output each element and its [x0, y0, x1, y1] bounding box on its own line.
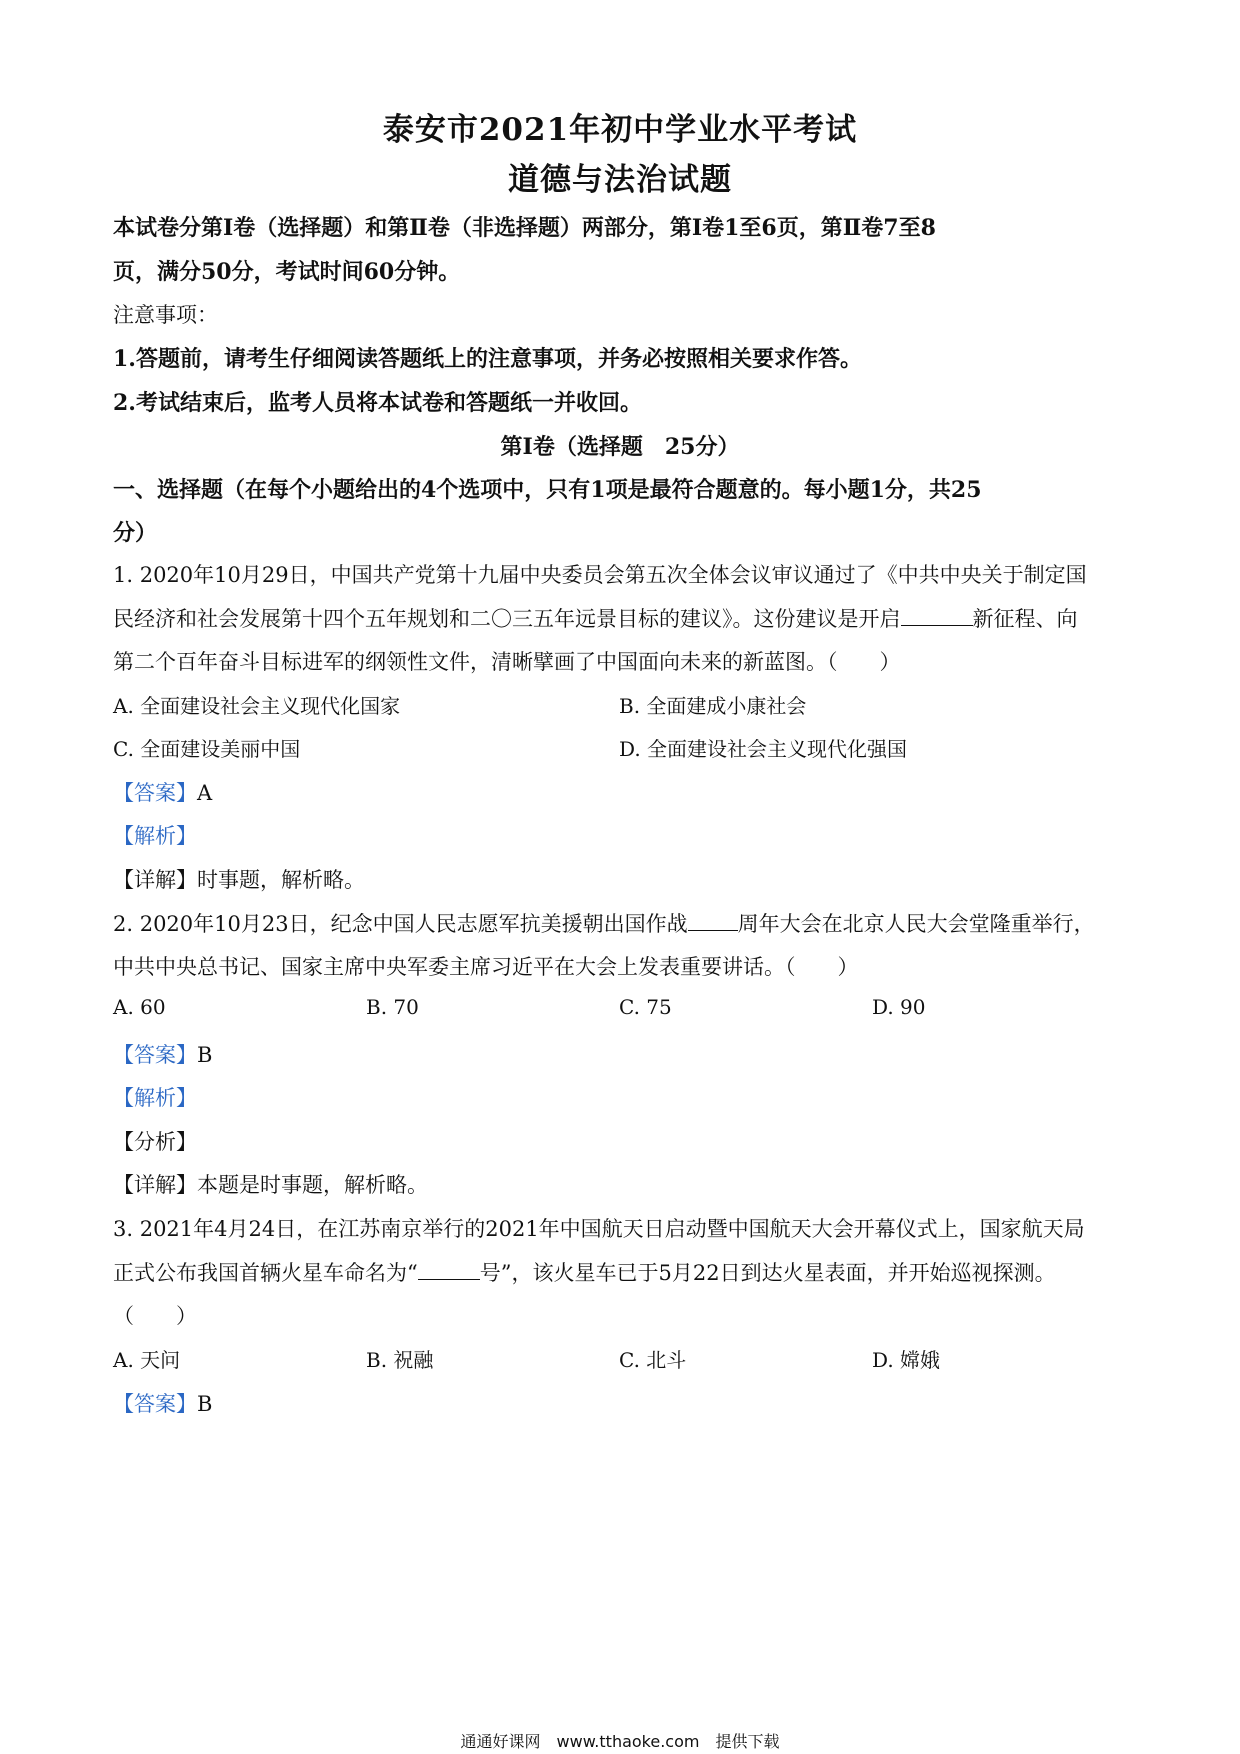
- question-2-line-2: 中共中央总书记、国家主席中央军委主席习近平在大会上发表重要讲话。（ ）: [113, 955, 859, 979]
- section-heading-2: 分）: [113, 520, 158, 546]
- question-3-line-2: [113, 1257, 1056, 1287]
- question-1-option-b: B. 全面建成小康社会: [619, 694, 807, 718]
- question-1-text-after-blank: 新征程、向: [972, 607, 1078, 631]
- question-2-option-a: A. 60: [113, 995, 166, 1019]
- question-1-line-2: [113, 603, 1078, 633]
- question-2-option-b: B. 70: [366, 995, 419, 1019]
- fenxi-label: 【分析】: [113, 1130, 197, 1154]
- answer-value: B: [197, 1392, 213, 1416]
- detail-label: 【详解】: [113, 868, 197, 892]
- answer-value: B: [197, 1043, 213, 1067]
- analysis-label: 【解析】: [113, 824, 197, 848]
- question-3-option-c: C. 北斗: [619, 1348, 687, 1372]
- question-2-line-1: [113, 908, 1095, 938]
- intro-line-1: 本试卷分第Ⅰ卷（选择题）和第Ⅱ卷（非选择题）两部分，第Ⅰ卷1至6页，第Ⅱ卷7至8: [113, 215, 936, 241]
- detail-label: 【详解】: [113, 1173, 197, 1197]
- intro-line-2: 页，满分50分，考试时间60分钟。: [113, 259, 461, 285]
- answer-label: 【答案】: [113, 1392, 197, 1416]
- section-heading-1: 一、选择题（在每个小题给出的4个选项中，只有1项是最符合题意的。每小题1分，共25: [113, 477, 982, 503]
- notice-item-1: 1.答题前，请考生仔细阅读答题纸上的注意事项，并务必按照相关要求作答。: [113, 346, 862, 372]
- question-1-option-c: C. 全面建设美丽中国: [113, 737, 301, 761]
- notice-item-2: 2.考试结束后，监考人员将本试卷和答题纸一并收回。: [113, 390, 642, 416]
- question-1-blank: [901, 607, 973, 626]
- question-2-option-c: C. 75: [619, 995, 672, 1019]
- question-1-detail: [113, 864, 365, 894]
- notice-label: 注意事项：: [113, 303, 218, 327]
- question-2-text-after-blank: 周年大会在北京人民大会堂隆重举行，: [737, 912, 1095, 936]
- question-3-line-1: 3. 2021年4月24日，在江苏南京举行的2021年中国航天日启动暨中国航天大会开幕仪式上，国家航天局: [113, 1217, 1085, 1241]
- question-3-option-b: B. 祝融: [366, 1348, 434, 1372]
- question-1-analysis: [113, 820, 197, 850]
- question-3-answer: [113, 1388, 212, 1418]
- question-3-blank: [418, 1261, 480, 1280]
- question-3-option-a: A. 天问: [113, 1348, 181, 1372]
- question-3-line-3: （ ）: [113, 1304, 197, 1328]
- answer-value: A: [197, 781, 213, 805]
- question-2-detail: [113, 1169, 428, 1199]
- question-2-answer: [113, 1039, 212, 1069]
- question-3-text-before-blank: 正式公布我国首辆火星车命名为“: [113, 1261, 418, 1285]
- question-1-answer: [113, 777, 212, 807]
- page-footer: 通通好课网 www.tthaoke.com 提供下载: [460, 1732, 780, 1751]
- question-2-blank: [688, 912, 738, 931]
- answer-label: 【答案】: [113, 781, 197, 805]
- exam-subtitle: 道德与法治试题: [508, 162, 732, 198]
- question-2-fenxi: [113, 1126, 197, 1156]
- question-1-line-3: 第二个百年奋斗目标进军的纲领性文件，清晰擘画了中国面向未来的新蓝图。（ ）: [113, 650, 901, 674]
- question-3-option-d: D. 嫦娥: [872, 1348, 941, 1372]
- exam-title: 泰安市2021年初中学业水平考试: [382, 112, 858, 148]
- question-3-text-after-blank: 号”，该火星车已于5月22日到达火星表面，并开始巡视探测。: [479, 1261, 1056, 1285]
- detail-text: 本题是时事题，解析略。: [197, 1173, 428, 1197]
- analysis-label: 【解析】: [113, 1086, 197, 1110]
- question-2-analysis: [113, 1082, 197, 1112]
- question-1-line-1: 1. 2020年10月29日，中国共产党第十九届中央委员会第五次全体会议审议通过了《中共中央关于制定国: [113, 563, 1087, 587]
- question-2-text-before-blank: 2. 2020年10月23日，纪念中国人民志愿军抗美援朝出国作战: [113, 912, 688, 936]
- question-2-option-d: D. 90: [872, 995, 926, 1019]
- part-title: 第Ⅰ卷（选择题 25分）: [500, 434, 740, 460]
- detail-text: 时事题，解析略。: [197, 868, 365, 892]
- question-1-text-before-blank: 民经济和社会发展第十四个五年规划和二〇三五年远景目标的建议》。这份建议是开启: [113, 607, 901, 631]
- answer-label: 【答案】: [113, 1043, 197, 1067]
- question-1-option-a: A. 全面建设社会主义现代化国家: [113, 694, 401, 718]
- question-1-option-d: D. 全面建设社会主义现代化强国: [619, 737, 908, 761]
